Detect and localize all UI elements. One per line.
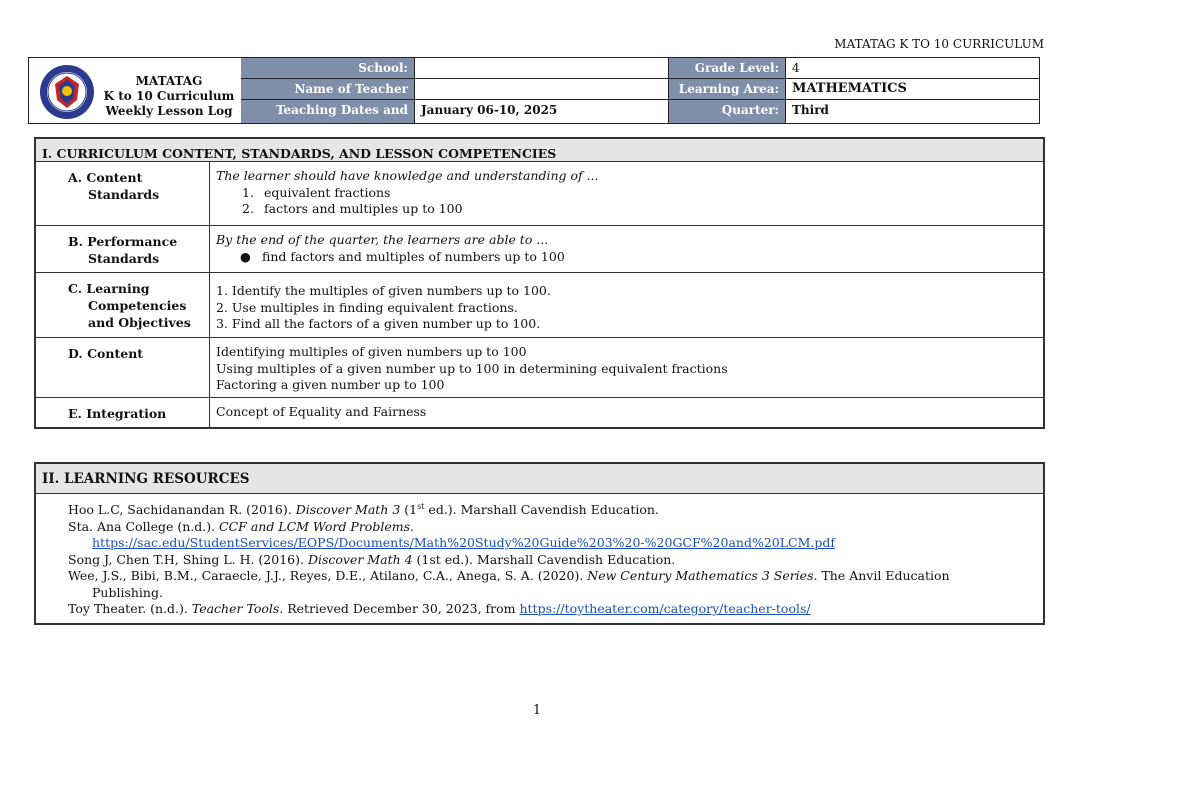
- performance-standards-text: [210, 226, 1043, 272]
- logo-title-line1: MATATAG: [135, 74, 203, 88]
- integration-text: Concept of Equality and Fairness: [216, 404, 427, 419]
- resource-title: New Century Mathematics 3 Series: [587, 568, 814, 584]
- competencies-label-2: Competencies: [88, 298, 187, 313]
- resource-authors: Hoo L.C, Sachidanandan R. (2016).: [68, 502, 296, 518]
- resources-list: [36, 494, 1043, 623]
- resource-title: Discover Math 3: [295, 502, 401, 518]
- content-standards-label-2: Standards: [88, 187, 160, 202]
- resource-punct: .: [410, 518, 414, 534]
- dates-label: Teaching Dates and Time:: [241, 100, 415, 123]
- resource-authors: Toy Theater. (n.d.).: [68, 601, 192, 617]
- resource-title: Discover Math 4: [307, 551, 413, 567]
- performance-standards-label-2: Standards: [88, 251, 160, 266]
- competencies-text: [210, 273, 1043, 337]
- resource-authors: Song J, Chen T.H, Shing L. H. (2016).: [68, 551, 308, 567]
- resource-authors: Sta. Ana College (n.d.).: [68, 518, 220, 534]
- learning-area-label: Learning Area:: [669, 79, 786, 99]
- content-standards-row: [36, 162, 1043, 226]
- learning-area-value: MATHEMATICS: [792, 81, 907, 96]
- resource-item: [68, 552, 1043, 569]
- resource-item: [68, 568, 1043, 585]
- list-item: 1. Identify the multiples of given numbers up to 100.: [216, 283, 551, 298]
- logo-cell: [29, 58, 242, 123]
- list-item: [242, 201, 1037, 218]
- resource-edition: (1: [400, 502, 418, 518]
- list-item: [216, 249, 1037, 266]
- competencies-label-1: C. Learning: [68, 281, 150, 296]
- integration-label: [36, 398, 210, 427]
- resource-authors: Wee, J.S., Bibi, B.M., Caraecle, J.J., Reyes, D.E., Atilano, C.A., Anega, S. A. (2020).: [68, 568, 588, 584]
- list-item: [242, 185, 1037, 202]
- quarter-label: Quarter:: [669, 100, 786, 123]
- lesson-log-header: [28, 57, 1040, 137]
- content-standards-intro: The learner should have knowledge and understanding of ...: [216, 168, 599, 183]
- list-number: 1.: [242, 184, 254, 200]
- performance-standards-label: [36, 226, 210, 272]
- dates-value: January 06-10, 2025: [415, 100, 669, 123]
- competencies-label-3: and Objectives: [88, 315, 191, 330]
- resource-title: Teacher Tools: [191, 601, 280, 617]
- performance-standards-row: [36, 226, 1043, 273]
- learning-resources-section: [34, 462, 1045, 625]
- competencies-label: [36, 273, 210, 337]
- list-text: factors and multiples up to 100: [264, 201, 463, 216]
- performance-standards-label-1: B. Performance: [68, 234, 178, 249]
- resource-item: [68, 499, 1043, 519]
- content-label-text: D. Content: [68, 346, 144, 361]
- resource-retrieved: . Retrieved December 30, 2023, from: [279, 601, 520, 617]
- content-text: [210, 338, 1043, 397]
- list-text: find factors and multiples of numbers up to 100: [262, 248, 565, 264]
- logo-title-line2: K to 10 Curriculum: [103, 89, 235, 103]
- resource-item: [68, 601, 1043, 618]
- content-standards-text: [210, 162, 1043, 225]
- list-item: Factoring a given number up to 100: [216, 377, 445, 392]
- content-standards-label: [36, 162, 210, 225]
- running-header: MATATAG K TO 10 CURRICULUM: [834, 37, 1044, 51]
- integration-label-text: E. Integration: [68, 406, 167, 421]
- resource-edition-sup: st: [417, 502, 425, 511]
- content-row: [36, 338, 1043, 398]
- quarter-value: Third: [792, 103, 829, 117]
- grade-value: 4: [792, 61, 800, 75]
- resource-link-line: [68, 535, 1043, 552]
- performance-standards-intro: By the end of the quarter, the learners are able to ...: [216, 232, 549, 247]
- curriculum-section: [34, 137, 1045, 429]
- resource-link[interactable]: https://sac.edu/StudentServices/EOPS/Documents/Math%20Study%20Guide%203%20-%20GCF%20and%20LCM.pdf: [92, 535, 835, 551]
- list-number: 2.: [242, 201, 254, 216]
- resource-title: CCF and LCM Word Problems: [219, 518, 410, 534]
- list-text: equivalent fractions: [264, 184, 391, 200]
- teacher-label: Name of Teacher: [241, 79, 415, 99]
- list-item: 2. Use multiples in finding equivalent fractions.: [216, 299, 518, 315]
- header-row-1: [241, 58, 1039, 79]
- resource-item: [68, 519, 1043, 536]
- content-label: [36, 338, 210, 397]
- header-row-2: [241, 79, 1039, 100]
- content-standards-list: [216, 185, 1037, 218]
- resource-publisher: (1st ed.). Marshall Cavendish Education.: [412, 551, 676, 567]
- school-label: School:: [241, 58, 415, 78]
- section-2-title: II. LEARNING RESOURCES: [36, 464, 1043, 494]
- list-item: Using multiples of a given number up to 100 in determining equivalent fractions: [216, 360, 728, 376]
- header-row-3: [241, 100, 1039, 137]
- section-1-title: I. CURRICULUM CONTENT, STANDARDS, AND LESSON COMPETENCIES: [36, 139, 1043, 162]
- list-item: 3. Find all the factors of a given number up to 100.: [216, 316, 541, 331]
- content-standards-label-1: A. Content: [68, 170, 143, 185]
- competencies-row: [36, 273, 1043, 338]
- grade-label: Grade Level:: [669, 58, 786, 78]
- list-item: Identifying multiples of given numbers up to 100: [216, 344, 527, 359]
- page-number: 1: [532, 703, 542, 718]
- resource-link[interactable]: https://toytheater.com/category/teacher-tools/: [519, 601, 811, 617]
- bullet-icon: ●: [240, 248, 251, 264]
- resource-publisher: . The Anvil Education: [813, 568, 950, 584]
- resource-publisher: ed.). Marshall Cavendish Education.: [424, 502, 659, 518]
- logo-title: [99, 74, 239, 119]
- school-value: [415, 58, 669, 78]
- teacher-value: [415, 79, 669, 99]
- deped-seal-icon: [39, 64, 95, 120]
- logo-title-line3: Weekly Lesson Log: [105, 104, 233, 118]
- integration-row: [36, 398, 1043, 427]
- resource-continuation: Publishing.: [92, 584, 163, 600]
